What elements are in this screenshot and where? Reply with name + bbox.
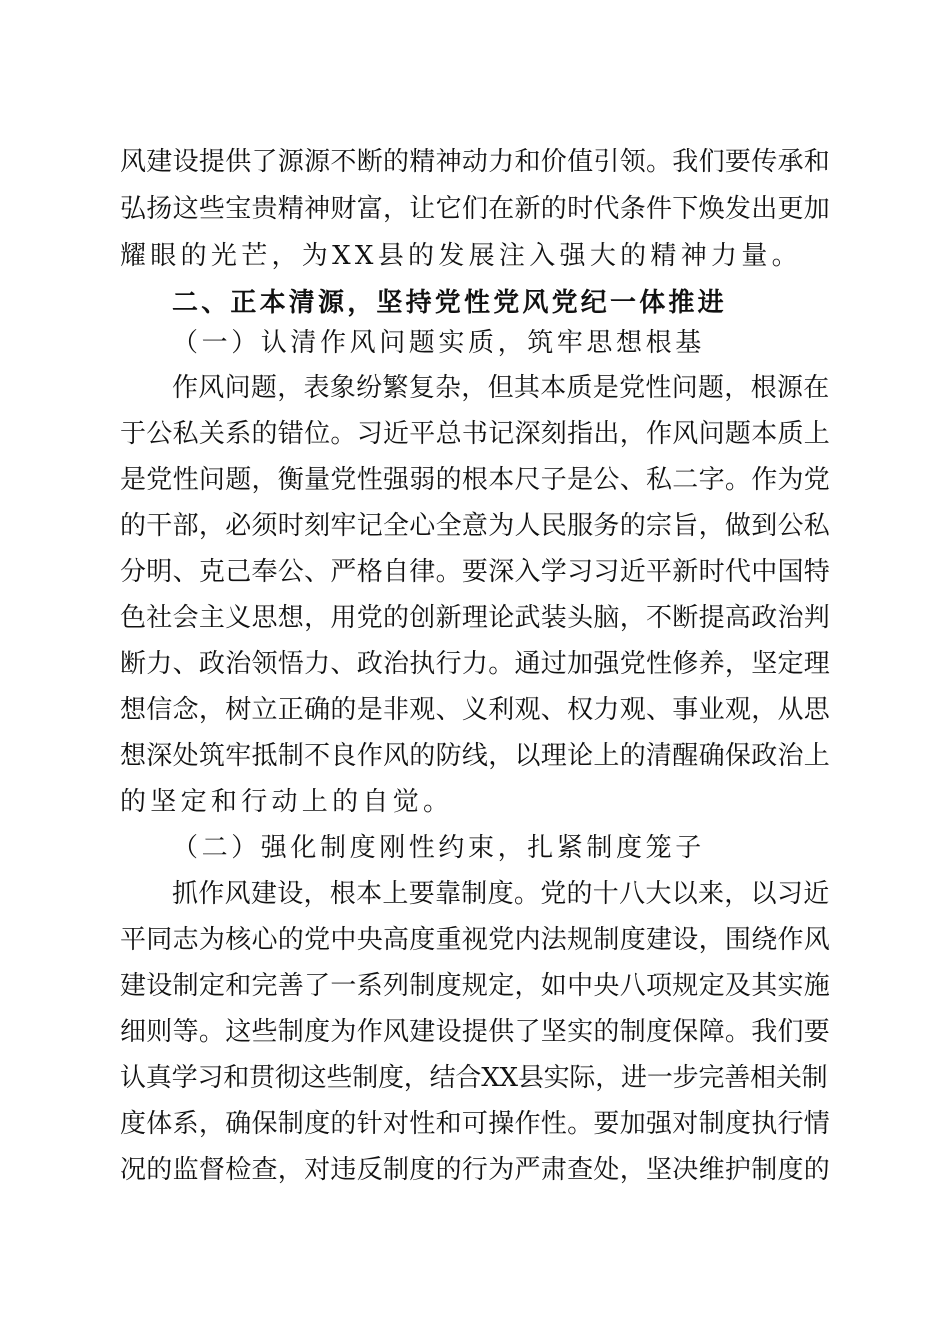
- paragraph-line: 分明、克己奉公、严格自律。要深入学习习近平新时代中国特: [120, 557, 831, 587]
- paragraph-line: 度体系，确保制度的针对性和可操作性。要加强对制度执行情: [120, 1109, 831, 1139]
- paragraph-line: 况的监督检查，对违反制度的行为严肃查处，坚决维护制度的: [120, 1155, 831, 1185]
- paragraph-line: 的坚定和行动上的自觉。: [120, 787, 454, 817]
- paragraph-line: 建设制定和完善了一系列制度规定，如中央八项规定及其实施: [120, 971, 831, 1001]
- paragraph-line: 色社会主义思想，用党的创新理论武装头脑，不断提高政治判: [120, 603, 831, 633]
- section-heading: 二、正本清源，坚持党性党风党纪一体推进: [172, 288, 727, 318]
- paragraph-line: 抓作风建设，根本上要靠制度。党的十八大以来，以习近: [172, 879, 830, 909]
- paragraph-line: 细则等。这些制度为作风建设提供了坚实的制度保障。我们要: [120, 1017, 831, 1047]
- paragraph-line: 平同志为核心的党中央高度重视党内法规制度建设，围绕作风: [120, 925, 831, 955]
- paragraph-line: 弘扬这些宝贵精神财富，让它们在新的时代条件下焕发出更加: [120, 194, 831, 224]
- paragraph-line: 断力、政治领悟力、政治执行力。通过加强党性修养，坚定理: [120, 649, 831, 679]
- paragraph-line: 于公私关系的错位。习近平总书记深刻指出，作风问题本质上: [120, 419, 831, 449]
- paragraph-line: 耀眼的光芒，为XX县的发展注入强大的精神力量。: [120, 241, 802, 271]
- paragraph-line: 风建设提供了源源不断的精神动力和价值引领。我们要传承和: [120, 147, 831, 177]
- paragraph-line: 的干部，必须时刻牢记全心全意为人民服务的宗旨，做到公私: [120, 511, 831, 541]
- paragraph-line: 想深处筑牢抵制不良作风的防线，以理论上的清醒确保政治上: [120, 741, 831, 771]
- subsection-heading: （一）认清作风问题实质，筑牢思想根基: [172, 328, 705, 358]
- paragraph-line: 想信念，树立正确的是非观、义利观、权力观、事业观，从思: [120, 695, 831, 725]
- paragraph-line: 作风问题，表象纷繁复杂，但其本质是党性问题，根源在: [172, 373, 830, 403]
- paragraph-line: 是党性问题，衡量党性强弱的根本尺子是公、私二字。作为党: [120, 465, 831, 495]
- paragraph-line: 认真学习和贯彻这些制度，结合XX县实际，进一步完善相关制: [120, 1063, 828, 1093]
- subsection-heading: （二）强化制度刚性约束，扎紧制度笼子: [172, 833, 705, 863]
